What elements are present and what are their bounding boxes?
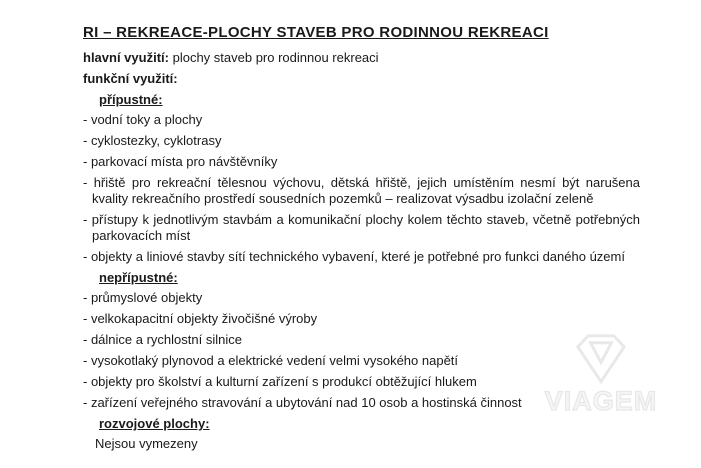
section-heading-nepripustne: nepřípustné:	[99, 270, 178, 285]
list-item: - průmyslové objekty	[83, 290, 203, 305]
section-heading-pripustne: přípustné:	[99, 92, 163, 107]
watermark-brand: VIAGEM	[544, 386, 658, 416]
functional-use-label: funkční využití:	[83, 71, 178, 86]
section-note: Nejsou vymezeny	[95, 436, 198, 451]
list-item: - parkovací místa pro návštěvníky	[83, 154, 278, 169]
list-item: - vodní toky a plochy	[83, 112, 203, 127]
list-item: - přístupy k jednotlivým stavbám a komunikační plochy kolem těchto staveb, včetně potřebných parkovacích míst	[83, 212, 640, 243]
list-item: - objekty pro školství a kulturní zařízení s produkcí obtěžující hlukem	[83, 374, 477, 389]
list-item: - objekty a liniové stavby sítí technického vybavení, které je potřebné pro funkci daného území	[83, 249, 625, 264]
main-use-line	[83, 50, 640, 66]
document-page	[83, 24, 640, 457]
section-heading-rozvojove-plochy: rozvojové plochy:	[99, 416, 210, 431]
list-item: - velkokapacitní objekty živočišné výroby	[83, 311, 318, 326]
list-item: - vysokotlaký plynovod a elektrické vedení velmi vysokého napětí	[83, 353, 459, 368]
list-item: - hřiště pro rekreační tělesnou výchovu, dětská hřiště, jejich umístěním nesmí být narušena kvality rekreačního prostředí sousedních pozemků – realizovat výsadbu izolační zeleně	[83, 175, 640, 206]
page-title: RI – REKREACE-PLOCHY STAVEB PRO RODINNOU REKREACI	[83, 24, 549, 41]
list-item: - cyklostezky, cyklotrasy	[83, 133, 222, 148]
main-use-label: hlavní využití:	[83, 50, 169, 65]
main-use-value: plochy staveb pro rodinnou rekreaci	[172, 50, 379, 65]
list-item: - zařízení veřejného stravování a ubytování nad 10 osob a hostinská činnost	[83, 395, 522, 410]
list-item: - dálnice a rychlostní silnice	[83, 332, 242, 347]
